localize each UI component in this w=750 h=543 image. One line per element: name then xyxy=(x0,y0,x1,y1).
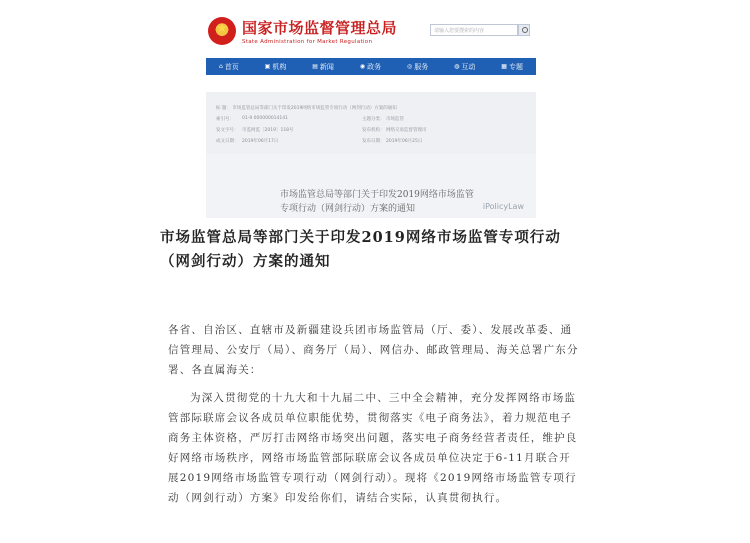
site-name-cn: 国家市场监督管理总局 xyxy=(242,19,398,37)
image-caption xyxy=(206,154,536,218)
building-icon: ▣ xyxy=(264,63,271,70)
site-name-en: State Administration for Market Regulation xyxy=(242,39,373,45)
article-title: 市场监管总局等部门关于印发2019网络市场监管专项行动（网剑行动）方案的通知 xyxy=(160,229,561,270)
chat-icon: ◍ xyxy=(454,63,460,70)
search-icon[interactable] xyxy=(518,24,530,36)
article-body: 为深入贯彻党的十九大和十九届二中、三中全会精神，充分发挥网络市场监管部际联席会议各成员单位职能优势，贯彻落实《电子商务法》，着力规范电子商务主体资格，严厉打击网络市场突出问题，落实电子商务经营者责任，维护良好网络市场秩序，网络市场监管部际联席会议各成员单位决定于6-11月联合开展2019网络市场监管专项行动（网剑行动）。现将《2019网络市场监管专项行动（网剑行动）方案》印发给你们，请结合实际，认真贯彻执行。 xyxy=(168,392,578,504)
gov-icon: ◉ xyxy=(359,63,366,70)
national-emblem-icon xyxy=(208,17,236,45)
main-nav xyxy=(206,58,536,75)
document-info-table xyxy=(206,92,536,154)
nav-item-org[interactable]: ▣ 机构 xyxy=(264,62,287,71)
watermark: iPolicyLaw xyxy=(482,202,524,211)
nav-item-service[interactable]: ◎ 服务 xyxy=(406,62,429,71)
caption-title: 市场监管总局等部门关于印发2019网络市场监管专项行动（网剑行动）方案的通知 xyxy=(280,190,474,214)
info-row-date: 成文日期： 2019年06月17日 发布日期： 2019年06月25日 xyxy=(216,138,423,144)
embedded-screenshot xyxy=(196,0,546,218)
info-row-title: 标 题： 市场监管总局等部门关于印发2019网络市场监管专项行动（网剑行动）方案的通知 xyxy=(216,105,397,111)
nav-item-home[interactable]: ⌂ 首页 xyxy=(218,62,239,71)
news-icon: ▤ xyxy=(312,63,318,70)
site-brand[interactable] xyxy=(208,14,397,48)
info-row-docno: 发文字号： 市监网监〔2019〕118号 发布机构： 网络交易监督管理司 xyxy=(216,127,427,133)
search-input[interactable]: 请输入您要搜索的内容 xyxy=(430,24,518,36)
nav-item-gov[interactable]: ◉ 政务 xyxy=(359,62,382,71)
topic-icon: ▦ xyxy=(501,63,507,70)
nav-item-news[interactable]: ▤ 新闻 xyxy=(312,62,334,71)
article-addressees: 各省、自治区、直辖市及新疆建设兵团市场监管局（厅、委）、发展改革委、通信管理局、公安厅（局）、商务厅（局）、网信办、邮政管理局、海关总署广东分署、各直属海关： xyxy=(168,324,579,376)
nav-item-interact[interactable]: ◍ 互动 xyxy=(454,62,476,71)
service-icon: ◎ xyxy=(406,63,413,70)
home-icon: ⌂ xyxy=(218,63,223,70)
info-row-index: 索引号： 01-9 000000014141 主题分类： 市场监管 xyxy=(216,116,404,122)
nav-item-topic[interactable]: ▦ 专题 xyxy=(501,62,523,71)
